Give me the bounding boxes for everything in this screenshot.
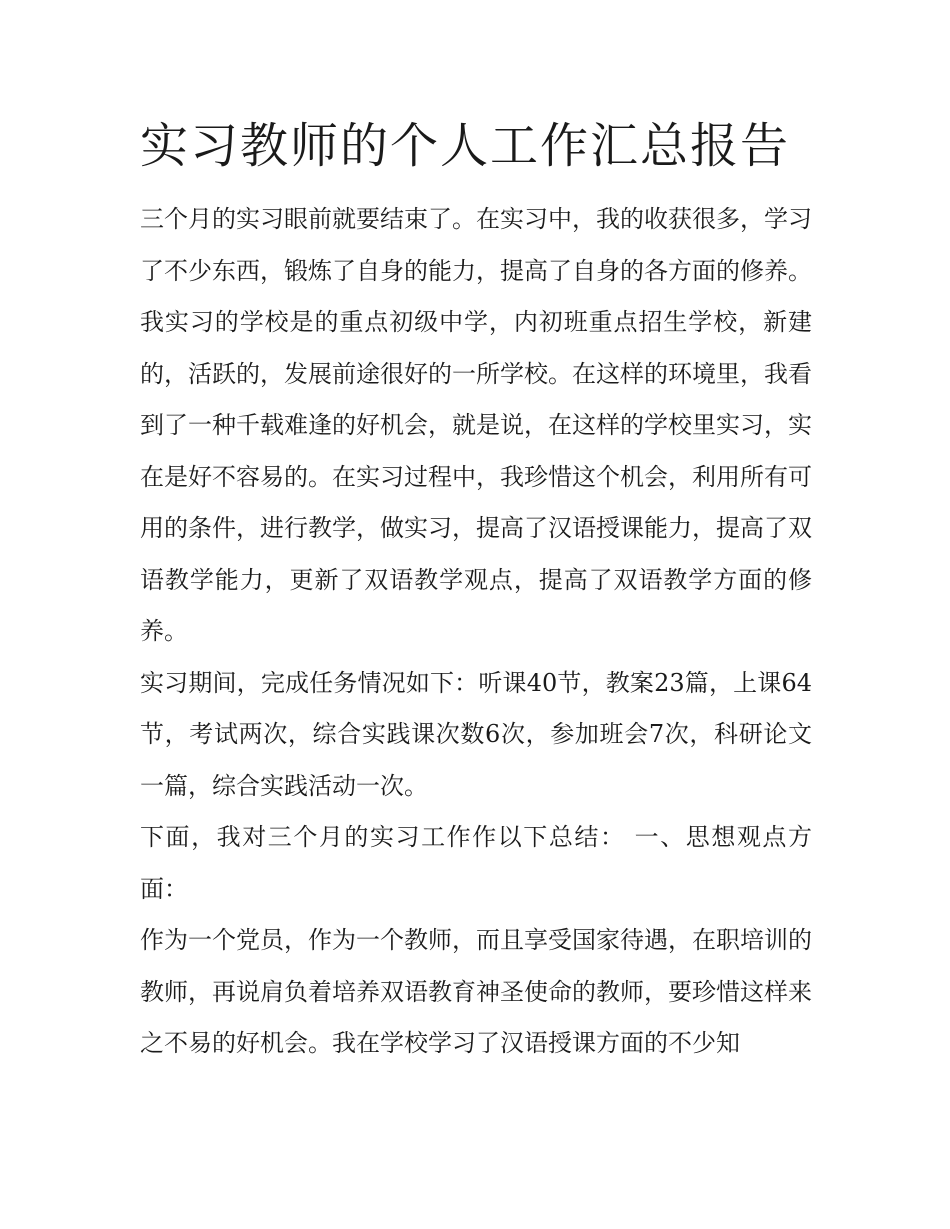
paragraph-2: 我实习的学校是的重点初级中学，内初班重点招生学校，新建的，活跃的，发展前途很好的一所学校。在这样的环境里，我看到了一种千载难逢的好机会，就是说，在这样的学校里实习，实在是好不容易的。在实习过程中，我珍惜这个机会，利用所有可用的条件，进行教学，做实习，提高了汉语授课能力，提高了双语教学能力，更新了双语教学观点，提高了双语教学方面的修养。	[140, 308, 812, 645]
document-body	[140, 112, 812, 1070]
document-title: 实习教师的个人工作汇总报告	[140, 118, 791, 174]
paragraph-4: 下面，我对三个月的实习工作作以下总结： 一、思想观点方面：	[140, 823, 812, 903]
paragraph-1: 三个月的实习眼前就要结束了。在实习中，我的收获很多，学习了不少东西，锻炼了自身的能力，提高了自身的各方面的修养。	[140, 205, 812, 285]
paragraph-3: 实习期间，完成任务情况如下：听课40节，教案23篇，上课64节，考试两次，综合实践课次数6次，参加班会7次，科研论文一篇，综合实践活动一次。	[140, 668, 812, 800]
paragraph-5: 作为一个党员，作为一个教师，而且享受国家待遇，在职培训的教师，再说肩负着培养双语教育神圣使命的教师，要珍惜这样来之不易的好机会。我在学校学习了汉语授课方面的不少知	[140, 926, 812, 1057]
